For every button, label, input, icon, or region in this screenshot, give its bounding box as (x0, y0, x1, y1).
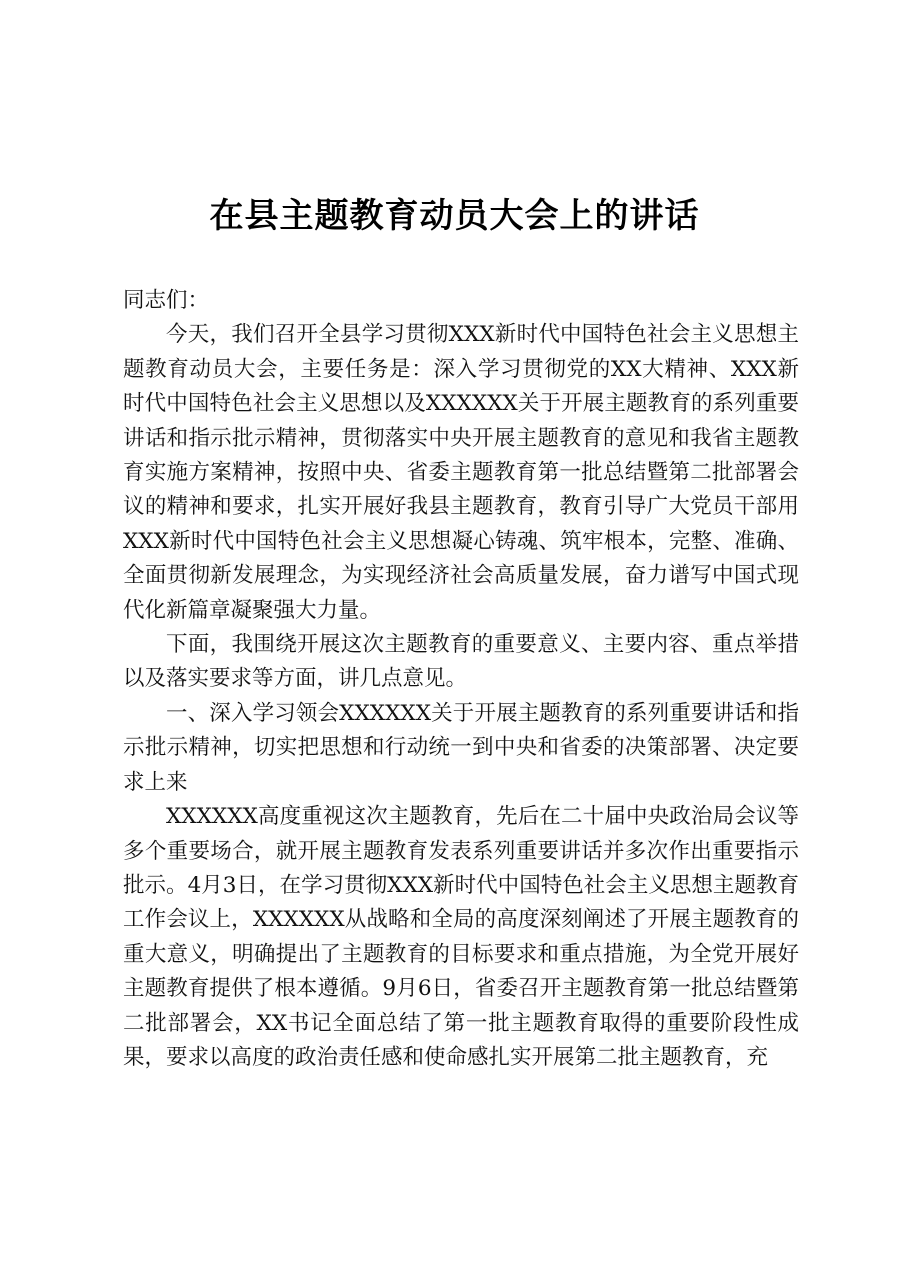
paragraph-section-one-body: XXXXXX高度重视这次主题教育，先后在二十届中央政治局会议等多个重要场合，就开展主题教育发表系列重要讲话并多次作出重要指示批示。4月3日，在学习贯彻XXX新时代中国特色社会主义思想主题教育工作会议上，XXXXXX从战略和全局的高度深刻阐述了开展主题教育的重大意义，明确提出了主题教育的目标要求和重点措施，为全党开展好主题教育提供了根本遵循。9月6日，省委召开主题教育第一批总结暨第二批部署会，XX书记全面总结了第一批主题教育取得的重要阶段性成果，要求以高度的政治责任感和使命感扎实开展第二批主题教育，充 (123, 804, 799, 1070)
paragraph-outline: 下面，我围绕开展这次主题教育的重要意义、主要内容、重点举措以及落实要求等方面，讲几点意见。 (123, 632, 799, 692)
section-heading-one: 一、深入学习领会XXXXXX关于开展主题教育的系列重要讲话和指示批示精神，切实把思想和行动统一到中央和省委的决策部署、决定要求上来 (123, 700, 799, 795)
document-body (123, 284, 799, 1075)
paragraph-opening: 今天，我们召开全县学习贯彻XXX新时代中国特色社会主义思想主题教育动员大会，主要任务是：深入学习贯彻党的XX大精神、XXX新时代中国特色社会主义思想以及XXXXXX关于开展主题教育的系列重要讲话和指示批示精神，贯彻落实中央开展主题教育的意见和我省主题教育实施方案精神，按照中央、省委主题教育第一批总结暨第二批部署会议的精神和要求，扎实开展好我县主题教育，教育引导广大党员干部用XXX新时代中国特色社会主义思想凝心铸魂、筑牢根本，完整、准确、全面贯彻新发展理念，为实现经济社会高质量发展，奋力谱写中国式现代化新篇章凝聚强大力量。 (123, 322, 799, 623)
salutation: 同志们： (123, 288, 210, 313)
document-title: 在县主题教育动员大会上的讲话 (209, 196, 700, 236)
